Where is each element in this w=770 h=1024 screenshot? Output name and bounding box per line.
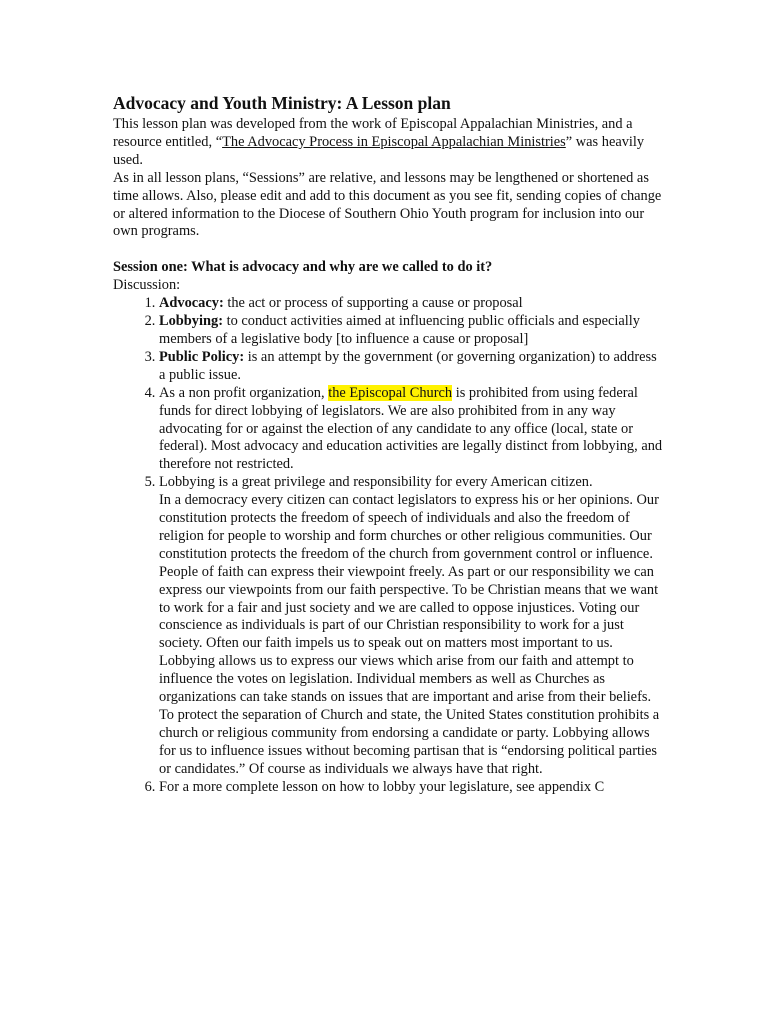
discussion-list: [113, 295, 663, 796]
item-text: the act or process of supporting a cause or proposal: [223, 295, 523, 312]
intro-paragraph-2: As in all lesson plans, “Sessions” are relative, and lessons may be lengthened or shortened as time allows. Also, please edit and add to this document as you see fit, sending copies of change or altered information to the Diocese of Southern Ohio Youth program for inclusion into our own programs.: [113, 169, 662, 240]
list-item: [159, 313, 663, 349]
document-page: [113, 92, 663, 797]
list-item: [159, 295, 663, 313]
item-text: For a more complete lesson on how to lobby your legislature, see appendix C: [159, 778, 605, 795]
item-term: Advocacy:: [159, 295, 224, 312]
item-paragraph: To protect the separation of Church and state, the United States constitution prohibits a church or religious community from endorsing a candidate or party. Lobbying allows for us to influence issues without becoming partisan that is “endorsing political parties or candidates.” Of course as individuals we always have that right.: [159, 707, 660, 777]
item-text-after: is prohibited from using federal funds for direct lobbying of legislators. We are also prohibited from in any way advocating for or against the election of any candidate to any office (local, state or federal). Most advocacy and education activities are legally distinct from lobbying, and therefore not restricted.: [159, 384, 663, 473]
item-paragraph: In a democracy every citizen can contact legislators to express his or her opinions. Our constitution protects the freedom of speech of individuals and also the freedom of religion for people to worship and form churches or other religious communities. Our constitution protects the freedom of the church from government control or influence. People of faith can express their viewpoint freely. As part or our responsibility we can express our viewpoints from our faith perspective. To be Christian means that we want to work for a fair and just society and we are called to oppose injustices. Voting our conscience as individuals is part of our Christian responsibility to work for a just society. Often our faith impels us to speak out on matters most important to us. Lobbying allows us to express our views which arise from our faith and attempt to influence the votes on legislation. Individual members as well as Churches as organizations can take stands on issues that are important and arise from their beliefs.: [159, 492, 659, 706]
highlighted-text: the Episcopal Church: [328, 384, 453, 401]
document-title: Advocacy and Youth Ministry: A Lesson plan: [113, 93, 451, 113]
item-term: Lobbying:: [159, 313, 223, 330]
item-paragraph: 5. Lobbying is a great privilege and responsibility for every American citizen.: [159, 474, 593, 491]
session-heading: Session one: What is advocacy and why are we called to do it?: [113, 259, 493, 276]
intro-paragraph-1: [113, 116, 663, 170]
intro-text-after: ” was heavily used.: [113, 133, 645, 168]
item-text: is an attempt by the government (or governing organization) to address a public issue.: [159, 348, 657, 383]
list-item: [159, 474, 663, 778]
list-item: [159, 349, 663, 385]
list-item: [159, 779, 663, 797]
item-term: Public Policy:: [159, 348, 245, 365]
item-text-before: As a non profit organization,: [159, 384, 329, 401]
resource-title-link[interactable]: The Advocacy Process in Episcopal Appalachian Ministries: [222, 133, 566, 150]
discussion-label: Discussion:: [113, 277, 181, 294]
list-item: [159, 385, 663, 475]
intro-text-before: This lesson plan was developed from the work of Episcopal Appalachian Ministries, and a resource entitled, “: [113, 116, 633, 150]
item-text: to conduct activities aimed at influencing public officials and especially members of a legislative body [to influence a cause or proposal]: [159, 313, 640, 347]
